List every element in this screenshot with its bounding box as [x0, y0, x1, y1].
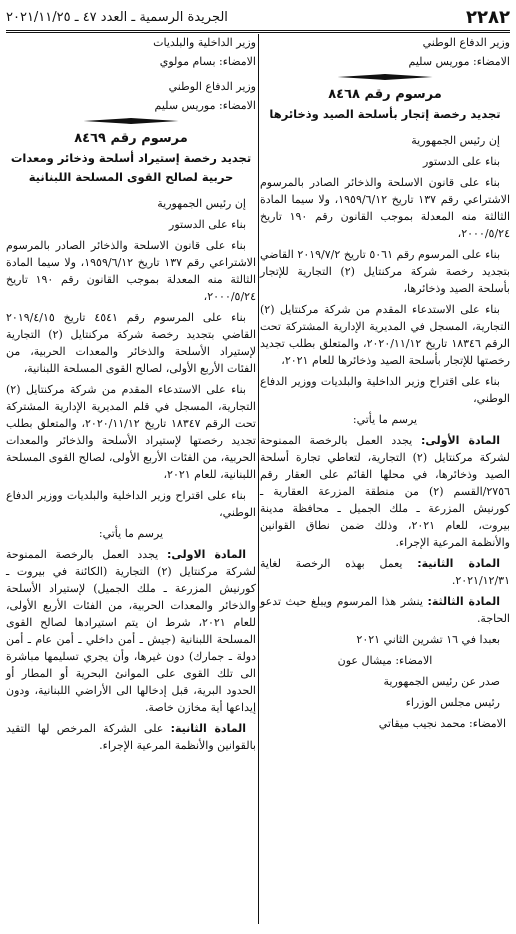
preamble: بناء على الاستدعاء المقدم من شركة مركنتايل (٢) التجارية، المسجل في قلم المديرية الإدارية المشتركة تحت الرقم ١٨٣٤٧ تاريخ ٢٠٢٠/١١/١٢، والمتعلق بطلب تجديد رخصتها لإستيراد الأسلحة والذخائر والمعدات الحربية، من الفئات الأربع الأولى، لصالح القوى المسلحة اللبنانية، للعام ٢٠٢١،	[6, 383, 256, 481]
opening: إن رئيس الجمهورية	[157, 197, 246, 210]
preamble: بناء على الدستور	[423, 155, 500, 168]
signature-name: الامضاء: بسام مولوي	[159, 55, 256, 68]
opening: إن رئيس الجمهورية	[411, 134, 500, 147]
preamble: بناء على الاستدعاء المقدم من شركة مركنتايل (٢) التجارية، المسجل في المديرية الإدارية المشتركة تحت الرقم ١٨٣٤٦ تاريخ ٢٠٢٠/١١/١٢، والمتعلق بطلب تجديد رخصتها للإتجار بأسلحة الصيد وذخائرها للعام ٢٠٢١،	[260, 303, 510, 367]
preamble: بناء على اقتراح وزير الداخلية والبلديات ووزير الدفاع الوطني،	[6, 489, 256, 519]
left-column	[6, 34, 256, 930]
preamble: بناء على قانون الاسلحة والذخائر الصادر بالمرسوم الاشتراعي رقم ١٣٧ تاريخ ١٩٥٩/٦/١٢، ولا سيما المادة الثالثة منه المعدلة بموجب القانون رقم ١٩٠ تاريخ ٢٠٠٠/٥/٢٤،	[6, 239, 257, 303]
right-column	[260, 34, 510, 930]
preamble: بناء على الدستور	[169, 218, 246, 231]
decrees-line: يرسم ما يأتي:	[98, 527, 164, 540]
article-text: يجدد العمل بالرخصة الممنوحة لشركة مركنتايل (٢) التجارية، لتعاطي تجارة أسلحة الصيد وذخائرها، في محلها القائم على العقار رقم ٢٧٥٦/القسم (٢) من منطقة المزرعة العقارية ـ كورنيش المزرعة ـ ملك الجميل ـ محافظة مدينة بيروت، للعام ٢٠٢١، وذلك ضمن نطاق القوانين والأنظمة المرعية الإجراء.	[260, 434, 510, 549]
signature-title: وزير الدفاع الوطني	[168, 80, 256, 93]
article-text: يجدد العمل بالرخصة الممنوحة لشركة مركنتايل (٢) التجارية (الكائنة في بيروت ـ كورنيش المزرعة ـ ملك الجميل) لإستيراد الأسلحة والذخائر والمعدات الحربية، من الفئات الأربع الأولى، للعام ٢٠٢١، شرط ان يتم استيرادها لصالح القوى المسلحة اللبنانية (جيش ـ أمن داخلي ـ أمن عام ـ أمن دولة ـ جمارك) دون غيرها، وأن يجري تسليمها مباشرة الى تلك القوى على الموانئ البحرية أو المطار أو الحدود البرية، قبل إدخالها الى الأراضي اللبنانية، ودون إيداعها أية مخازن خاصة.	[6, 548, 257, 714]
preamble: بناء على قانون الاسلحة والذخائر الصادر بالمرسوم الاشتراعي رقم ١٣٧ تاريخ ١٩٥٩/٦/١٢، ولا سيما المادة الثالثة منه المعدلة بموجب القانون رقم ١٩٠ تاريخ ٢٠٠٠/٥/٢٤،	[260, 176, 511, 240]
issued-by: صدر عن رئيس الجمهورية	[383, 675, 500, 688]
article-1	[260, 432, 510, 551]
decrees-line: يرسم ما يأتي:	[352, 413, 418, 426]
preamble: بناء على المرسوم رقم ٤٥٤١ تاريخ ٢٠١٩/٤/١٥ القاضي بتجديد رخصة شركة مركنتايل (٢) التجارية لإستيراد الأسلحة والذخائر والمعدات الحربية، من الفئات الأربع الأولى، لصالح القوى المسلحة اللبنانية،	[6, 311, 256, 375]
pm-title: رئيس مجلس الوزراء	[405, 696, 500, 709]
section-divider	[6, 118, 256, 124]
section-divider	[260, 74, 510, 80]
decree-subject: تجديد رخصة إتجار بأسلحة الصيد وذخائرها	[269, 107, 501, 121]
signature-title: وزير الدفاع الوطني	[422, 36, 510, 49]
article-label: المادة الأولى:	[420, 434, 500, 447]
article-label: المادة الاولى:	[166, 548, 246, 561]
signature-title: وزير الداخلية والبلديات	[153, 36, 256, 49]
article-2	[260, 555, 510, 589]
date-line: بعبدا في ١٦ تشرين الثاني ٢٠٢١	[356, 633, 500, 646]
article-2	[6, 720, 256, 754]
article-text: يعمل بهذه الرخصة لغاية ٢٠٢١/١٢/٣١.	[260, 557, 510, 587]
column-divider	[258, 34, 259, 924]
gazette-issue: الجريدة الرسمية ـ العدد ٤٧ ـ ٢٠٢١/١١/٢٥	[6, 9, 228, 25]
article-1	[6, 546, 256, 716]
page-header	[6, 4, 510, 33]
preamble: بناء على المرسوم رقم ٥٠٦١ تاريخ ٢٠١٩/٧/٢ القاضي بتجديد رخصة شركة مركنتايل (٢) التجارية للإتجار بأسلحة الصيد وذخائرها،	[260, 248, 510, 295]
preamble: بناء على اقتراح وزير الداخلية والبلديات ووزير الدفاع الوطني،	[260, 375, 510, 405]
decree-title: مرسوم رقم ٨٤٦٩	[74, 131, 188, 146]
pm-signature: الامضاء: محمد نجيب ميقاتي	[378, 717, 506, 730]
article-text: على الشركة المرخص لها التقيد بالقوانين والأنظمة المرعية الإجراء.	[6, 722, 256, 752]
article-label: المادة الثانية:	[170, 722, 246, 735]
signature-name: الامضاء: موريس سليم	[154, 99, 256, 112]
article-text: ينشر هذا المرسوم ويبلغ حيث تدعو الحاجة.	[260, 595, 510, 625]
article-label: المادة الثانية:	[417, 557, 500, 570]
decree-subject: حربية لصالح القوى المسلحة اللبنانية	[28, 170, 234, 184]
article-label: المادة الثالثة:	[427, 595, 500, 608]
decree-subject: تجديد رخصة إستيراد أسلحة وذخائر ومعدات	[10, 151, 252, 165]
president-signature: الامضاء: ميشال عون	[337, 654, 433, 667]
article-3	[260, 593, 510, 627]
signature-name: الامضاء: موريس سليم	[408, 55, 510, 68]
decree-title: مرسوم رقم ٨٤٦٨	[328, 87, 442, 102]
page-number: ٢٢٨٢	[466, 6, 510, 28]
